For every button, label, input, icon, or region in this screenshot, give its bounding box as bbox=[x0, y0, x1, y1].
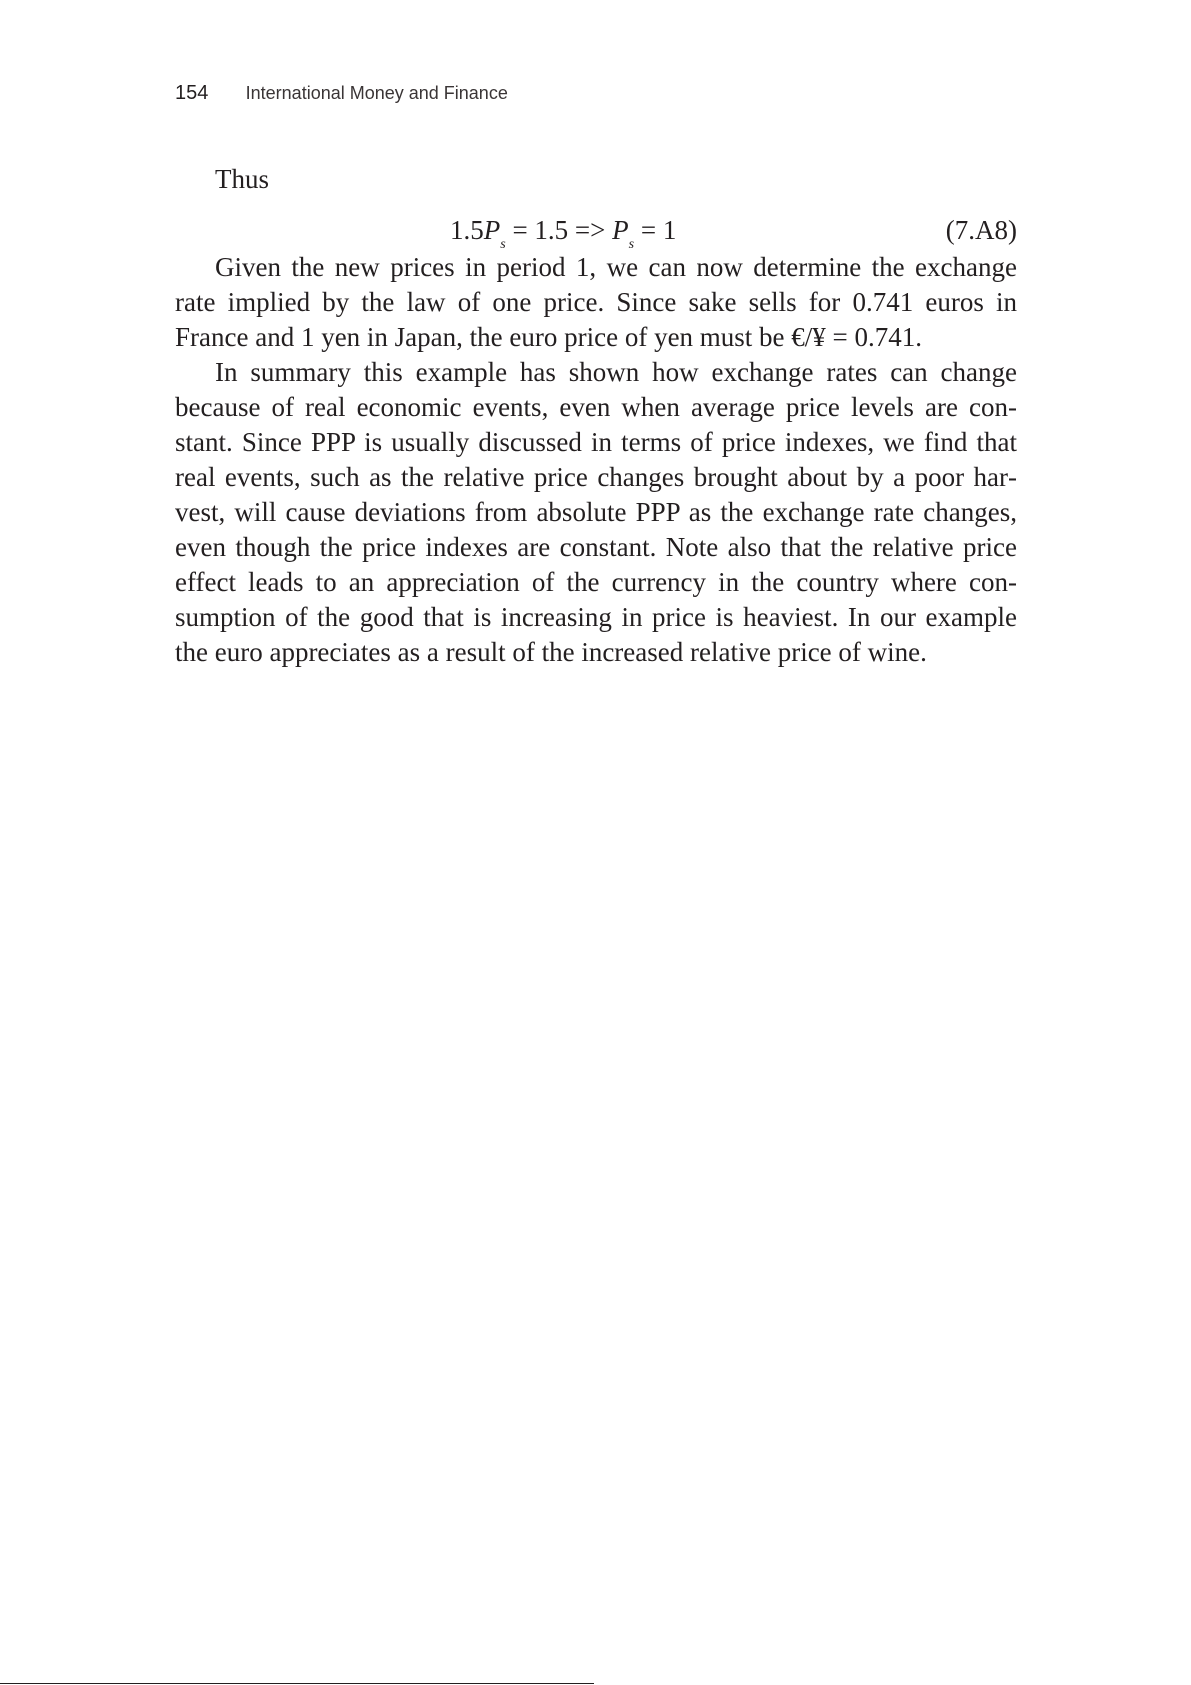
book-title: International Money and Finance bbox=[245, 83, 508, 103]
lead-in-text: Thus bbox=[215, 164, 269, 194]
equation-subscript-1: s bbox=[500, 237, 506, 252]
equation-middle: = 1.5 => bbox=[505, 215, 613, 245]
equation-variable-1: P bbox=[483, 215, 501, 245]
equation-coefficient: 1.5 bbox=[450, 215, 484, 245]
body-text bbox=[175, 250, 1017, 670]
equation-variable-2: P bbox=[612, 215, 629, 245]
equation-formula bbox=[450, 213, 677, 252]
running-head bbox=[175, 82, 508, 105]
page-number: 154 bbox=[175, 82, 209, 104]
footer-rule bbox=[0, 1683, 594, 1684]
equation-subscript-2: s bbox=[628, 237, 635, 252]
paragraph-summary: In summary this example has shown how exchange rates can change because of real economic events, even when average price levels are constant. Since PPP is usually discussed in terms of price indexes, we find that real events, such as the relative price changes brought about by a poor harvest, will cause deviations from absolute PPP as the exchange rate changes, even though the price indexes are constant. Note also that the relative price effect leads to an appreciation of the currency in the country where consumption of the good that is increasing in price is heaviest. In our example the euro appreciates as a result of the increased relative price of wine. bbox=[175, 357, 1017, 667]
paragraph-exchange-rate: Given the new prices in period 1, we can now determine the exchange rate implied by the law of one price. Since sake sells for 0.741 euros in France and 1 yen in Japan, the euro price of yen must be €/¥ = 0.741. bbox=[175, 252, 1017, 352]
equation-rhs: = 1 bbox=[634, 215, 677, 245]
equation-number: (7.A8) bbox=[945, 215, 1017, 245]
equation-7-a8 bbox=[175, 213, 1017, 253]
